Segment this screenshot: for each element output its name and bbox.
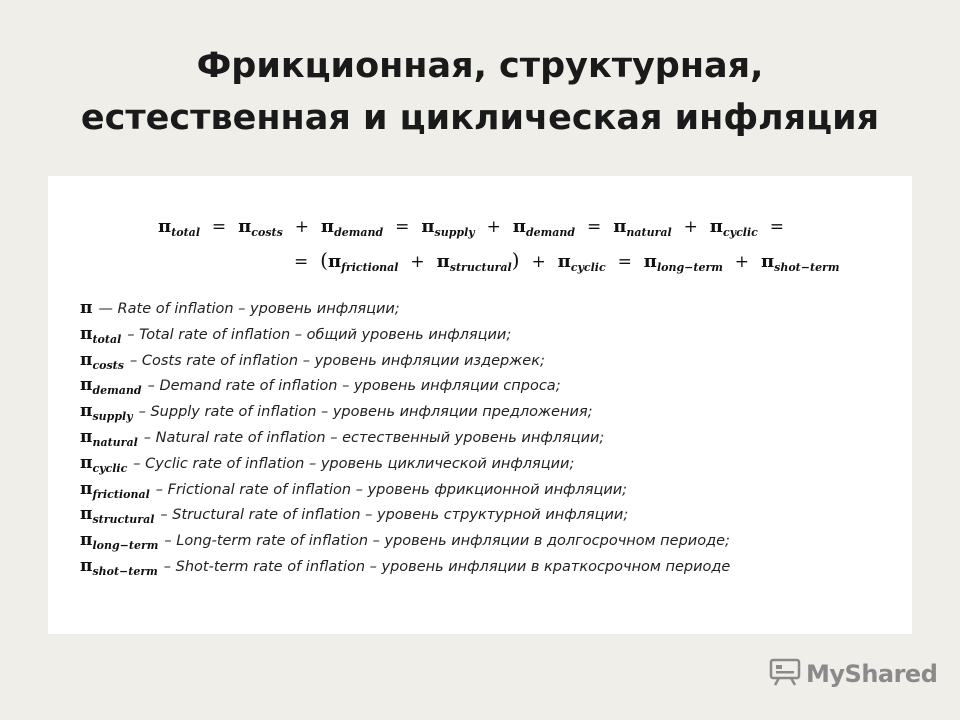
formula-operator: + bbox=[294, 217, 309, 237]
formula-symbol: π bbox=[709, 216, 723, 237]
formula-subscript: long−term bbox=[656, 261, 723, 274]
presentation-board-icon bbox=[768, 657, 806, 691]
pi-symbol: π bbox=[80, 555, 93, 576]
formula-subscript: shot−term bbox=[774, 261, 840, 274]
definition-text: – Frictional rate of inflation – уровень фрикционной инфляции; bbox=[155, 481, 628, 498]
formula-operator: + bbox=[410, 252, 425, 272]
definition-symbol bbox=[80, 350, 124, 372]
definition-text: – Supply rate of inflation – уровень инфляции предложения; bbox=[138, 404, 593, 421]
title-line-1: Фрикционная, структурная, bbox=[196, 46, 764, 86]
definition-subscript: cyclic bbox=[92, 461, 128, 475]
definition-row bbox=[80, 324, 900, 350]
definition-subscript: structural bbox=[92, 513, 155, 527]
watermark-text: MyShared bbox=[806, 660, 938, 688]
formula-operator: = bbox=[211, 217, 227, 237]
definition-subscript: total bbox=[92, 332, 122, 346]
formula-line-2 bbox=[288, 248, 960, 274]
formula-operator: + bbox=[734, 252, 750, 272]
formula-symbol: π bbox=[557, 251, 571, 272]
definition-text: – Long-term rate of inflation – уровень инфляции в долгосрочном периоде; bbox=[164, 533, 730, 550]
pi-symbol: π bbox=[80, 298, 93, 318]
formula-subscript: supply bbox=[434, 226, 475, 239]
content-panel bbox=[48, 176, 912, 634]
pi-symbol: π bbox=[80, 426, 93, 447]
formula-operator: + bbox=[683, 217, 698, 237]
formula-paren: ) bbox=[511, 248, 520, 272]
formula-operator: = bbox=[294, 252, 309, 272]
definition-symbol bbox=[80, 453, 127, 475]
definition-subscript: natural bbox=[92, 435, 138, 449]
formula-subscript: natural bbox=[626, 226, 672, 239]
formula-symbol: π bbox=[327, 251, 342, 272]
pi-symbol: π bbox=[80, 504, 93, 525]
definition-row bbox=[80, 479, 900, 505]
definition-symbol bbox=[80, 298, 92, 320]
definition-symbol bbox=[80, 401, 133, 423]
formula-operator: + bbox=[486, 217, 501, 237]
definition-symbol bbox=[80, 427, 138, 449]
definition-symbol bbox=[80, 375, 142, 397]
formula-subscript: frictional bbox=[341, 261, 399, 274]
definition-row bbox=[80, 530, 900, 556]
definition-symbol bbox=[80, 504, 154, 526]
formula-subscript: demand bbox=[525, 226, 576, 239]
formula-symbol: π bbox=[643, 251, 657, 272]
pi-symbol: π bbox=[80, 375, 93, 396]
formula-subscript: total bbox=[171, 226, 200, 239]
definition-text: – Natural rate of inflation – естественный уровень инфляции; bbox=[143, 429, 605, 446]
definition-text: — Rate of inflation – уровень инфляции; bbox=[98, 301, 400, 317]
definition-symbol bbox=[80, 556, 158, 578]
formula-symbol: π bbox=[421, 216, 435, 237]
definition-row bbox=[80, 453, 900, 479]
formula-symbol: π bbox=[158, 216, 172, 237]
definition-subscript: demand bbox=[92, 384, 142, 398]
pi-symbol: π bbox=[80, 323, 93, 344]
formula-operator: + bbox=[531, 252, 546, 272]
definition-row bbox=[80, 427, 900, 453]
definition-text: – Demand rate of inflation – уровень инфляции спроса; bbox=[147, 378, 561, 395]
formula-operator: = bbox=[617, 252, 632, 272]
definition-text: – Shot-term rate of inflation – уровень инфляции в краткосрочном периоде bbox=[163, 558, 731, 575]
definitions-list bbox=[80, 298, 900, 582]
definition-symbol bbox=[80, 324, 121, 346]
pi-symbol: π bbox=[80, 452, 93, 473]
definition-text: – Cyclic rate of inflation – уровень циклической инфляции; bbox=[133, 455, 575, 472]
watermark[interactable] bbox=[768, 656, 937, 692]
formula-subscript: structural bbox=[449, 261, 512, 274]
pi-symbol: π bbox=[80, 478, 93, 499]
formula-subscript: cyclic bbox=[722, 226, 758, 239]
formula-operator: = bbox=[395, 217, 410, 237]
formula-symbol: π bbox=[238, 216, 252, 237]
pi-symbol: π bbox=[80, 530, 93, 551]
formula-symbol: π bbox=[760, 251, 775, 272]
slide-title bbox=[0, 40, 960, 144]
definition-symbol bbox=[80, 479, 150, 501]
definition-subscript: shot−term bbox=[92, 564, 158, 578]
definition-row bbox=[80, 350, 900, 376]
definition-row bbox=[80, 401, 900, 427]
formula-operator: = bbox=[769, 217, 784, 237]
formula-symbol: π bbox=[512, 216, 526, 237]
definition-row bbox=[80, 298, 900, 324]
definition-row bbox=[80, 375, 900, 401]
formula-operator: = bbox=[587, 217, 602, 237]
definition-row bbox=[80, 556, 900, 582]
definition-text: – Costs rate of inflation – уровень инфляции издержек; bbox=[129, 352, 545, 369]
definition-subscript: costs bbox=[92, 358, 124, 372]
definition-subscript: long−term bbox=[92, 539, 159, 553]
title-line-2: естественная и циклическая инфляция bbox=[80, 98, 880, 138]
definition-row bbox=[80, 504, 900, 530]
formula-symbol: π bbox=[436, 251, 450, 272]
definition-text: – Structural rate of inflation – уровень структурной инфляции; bbox=[160, 507, 629, 524]
definition-symbol bbox=[80, 530, 158, 552]
formula-subscript: demand bbox=[334, 226, 384, 239]
formula-subscript: cyclic bbox=[570, 261, 606, 274]
formula-paren: ( bbox=[320, 248, 328, 272]
definition-subscript: frictional bbox=[92, 487, 150, 501]
pi-symbol: π bbox=[80, 401, 93, 422]
formula-symbol: π bbox=[613, 216, 627, 237]
formula-subscript: costs bbox=[251, 226, 283, 239]
formula-line-1 bbox=[158, 216, 960, 239]
formula-symbol: π bbox=[320, 216, 335, 237]
pi-symbol: π bbox=[80, 349, 93, 370]
definition-subscript: supply bbox=[92, 410, 133, 424]
definition-text: – Total rate of inflation – общий уровень инфляции; bbox=[127, 326, 512, 343]
